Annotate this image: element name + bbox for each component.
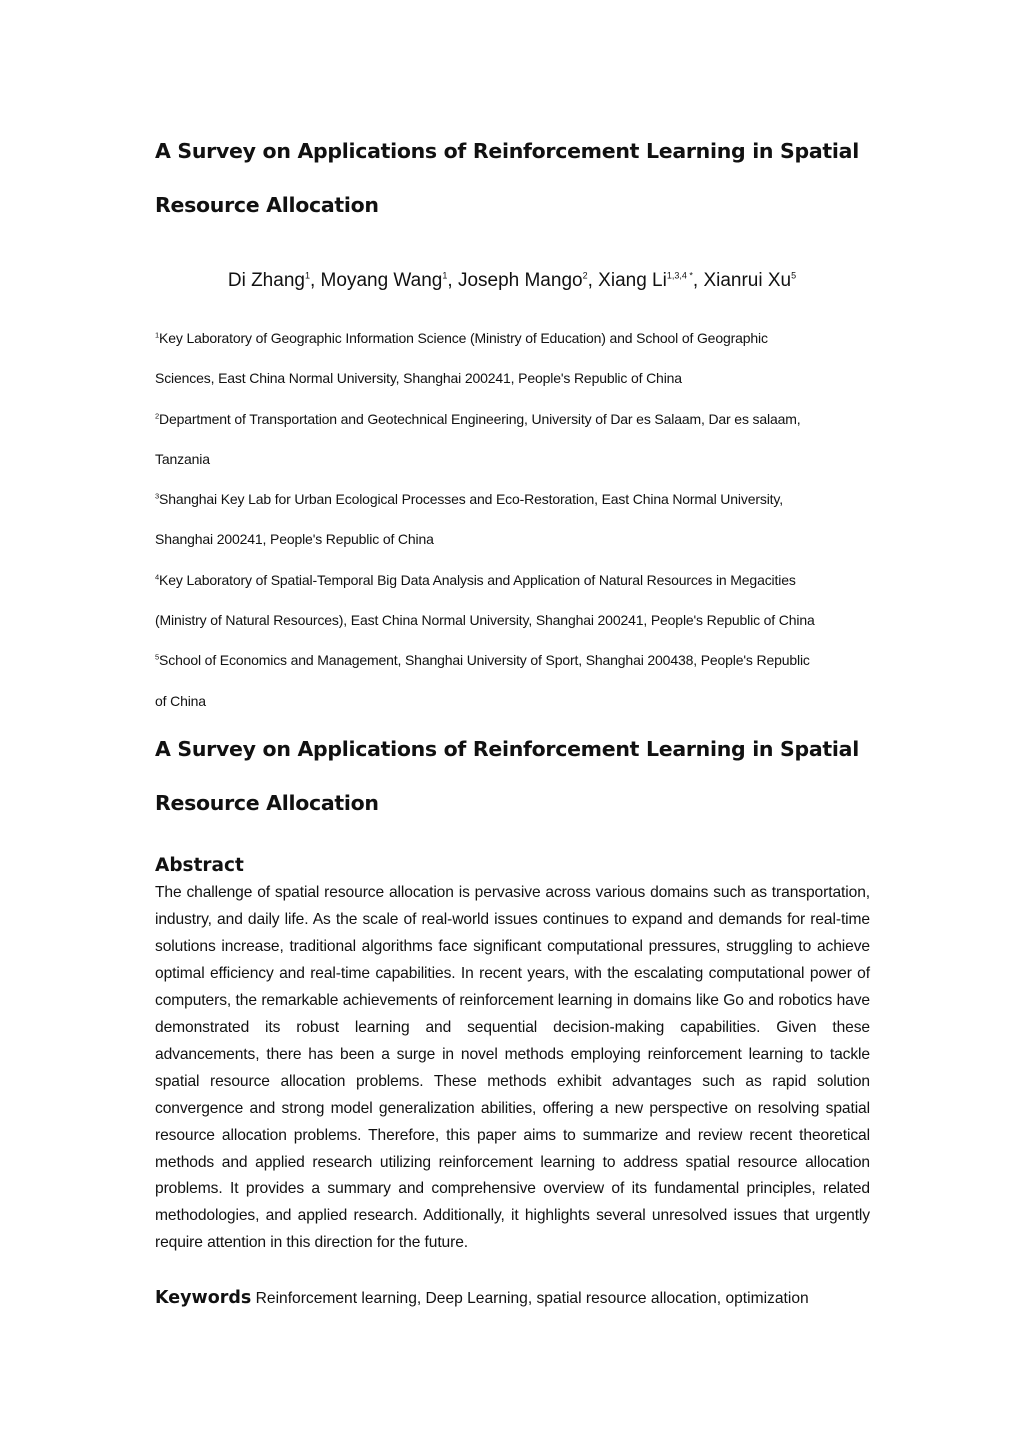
author-name: Di Zhang xyxy=(227,270,305,291)
title-line-1: A Survey on Applications of Reinforcement Learning in Spatial xyxy=(155,139,859,163)
affiliation-text: Shanghai Key Lab for Urban Ecological Processes and Eco-Restoration, East China Normal University, xyxy=(159,491,783,508)
affiliation xyxy=(155,399,875,480)
author-affiliation-mark: 2 xyxy=(582,270,588,281)
abstract-heading: Abstract xyxy=(155,855,244,876)
keywords-label: Keywords xyxy=(155,1288,252,1308)
author xyxy=(458,270,598,291)
paper-title xyxy=(155,124,875,232)
author-name: Xiang Li xyxy=(598,270,667,291)
affiliation-line xyxy=(155,560,875,600)
author-affiliation-mark: 1 xyxy=(304,270,310,281)
title-line-2: Resource Allocation xyxy=(155,193,379,217)
affiliation-line xyxy=(155,479,875,519)
affiliation-number: 1 xyxy=(155,330,160,340)
affiliation-number: 2 xyxy=(155,410,160,420)
author xyxy=(228,270,321,291)
affiliation-line-continued: (Ministry of Natural Resources), East China Normal University, Shanghai 200241, People's Republic of China xyxy=(155,612,815,629)
author-list xyxy=(0,266,1024,296)
affiliation-number: 4 xyxy=(155,572,160,582)
affiliation-line-continued: Shanghai 200241, People's Republic of China xyxy=(155,531,434,548)
affiliation-line xyxy=(155,318,875,358)
author-name: Moyang Wang xyxy=(320,270,443,291)
affiliation-line xyxy=(155,640,875,680)
affiliation-number: 3 xyxy=(155,491,160,501)
author-affiliation-mark: 1 xyxy=(442,270,448,281)
affiliation-line-continued: Sciences, East China Normal University, Shanghai 200241, People's Republic of China xyxy=(155,370,682,387)
affiliation-text: Key Laboratory of Spatial-Temporal Big Data Analysis and Application of Natural Resources in Megacities xyxy=(159,571,796,588)
affiliation xyxy=(155,640,875,721)
keywords-line xyxy=(155,1284,875,1313)
author xyxy=(598,270,703,291)
affiliation xyxy=(155,479,875,560)
affiliation xyxy=(155,318,875,399)
repeated-title xyxy=(155,722,875,830)
affiliation-line-continued: Tanzania xyxy=(155,450,210,467)
abstract-text: The challenge of spatial resource allocation is pervasive across various domains such as transportation, industry, and daily life. As the scale of real-world issues continues to expand and demands for real-time solutions increase, traditional algorithms face significant computational pressures, struggling to achieve optimal efficiency and real-time capabilities. In recent years, with the escalating computational power of computers, the remarkable achievements of reinforcement learning in domains like Go and robotics have demonstrated its robust learning and sequential decision-making capabilities. Given these advancements, there has been a surge in novel methods employing reinforcement learning to tackle spatial resource allocation problems. These methods exhibit advantages such as rapid solution convergence and strong model generalization abilities, offering a new perspective on resolving spatial resource allocation problems. Therefore, this paper aims to summarize and review recent theoretical methods and applied research utilizing reinforcement learning to address spatial resource allocation problems. It provides a summary and comprehensive overview of its fundamental principles, related methodologies, and applied research. Additionally, it highlights several unresolved issues that urgently require attention in this direction for the future. xyxy=(155,884,870,1252)
author-separator: , xyxy=(587,270,599,291)
affiliation-list xyxy=(155,318,875,721)
author-name: Joseph Mango xyxy=(457,270,583,291)
affiliation-line xyxy=(155,399,875,439)
author xyxy=(703,270,796,291)
keywords-text: Reinforcement learning, Deep Learning, spatial resource allocation, optimization xyxy=(255,1290,809,1307)
affiliation-number: 5 xyxy=(155,652,160,662)
repeated-title-line-1: A Survey on Applications of Reinforcement Learning in Spatial xyxy=(155,737,859,761)
author-name: Xianrui Xu xyxy=(703,270,792,291)
author-separator: , xyxy=(447,270,458,291)
affiliation-text: Key Laboratory of Geographic Information Science (Ministry of Education) and School of Geographic xyxy=(159,330,768,346)
author-affiliation-mark: 1,3,4 * xyxy=(666,270,693,281)
affiliation-text: School of Economics and Management, Shanghai University of Sport, Shanghai 200438, People's Republic xyxy=(159,652,810,669)
author-separator: , xyxy=(309,270,321,291)
repeated-title-line-2: Resource Allocation xyxy=(155,791,379,815)
author-affiliation-mark: 5 xyxy=(791,270,797,281)
affiliation-line-continued: of China xyxy=(155,692,206,709)
affiliation-text: Department of Transportation and Geotechnical Engineering, University of Dar es Salaam, Dar es salaam, xyxy=(159,410,801,427)
affiliation xyxy=(155,560,875,641)
author xyxy=(321,270,458,291)
author-separator: , xyxy=(692,270,704,291)
